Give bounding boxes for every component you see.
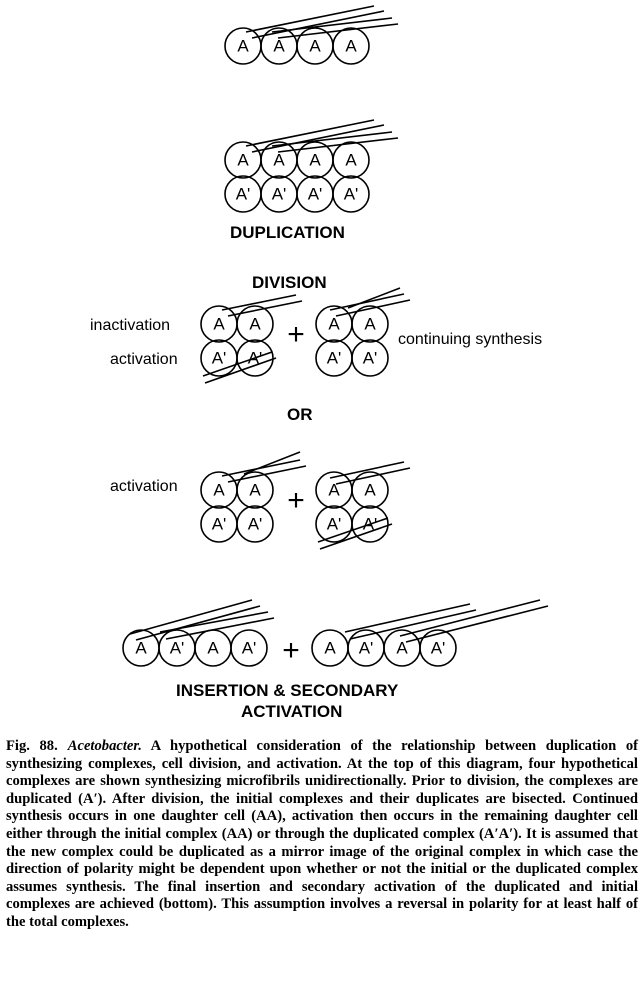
complex-letter: A' [343,184,359,204]
complex-letter: A [345,36,357,56]
complex-letter: A [309,36,321,56]
label-continuing-synthesis: continuing synthesis [398,331,543,348]
complex-letter: A' [235,184,251,204]
complex-letter: A [213,480,225,500]
complex-letter: A' [362,514,378,534]
complex-letter: A [324,638,336,658]
complex-letter: A' [326,514,342,534]
complex-letter: A' [241,638,257,658]
figure-caption [6,738,638,932]
row-duplication-fibrils [246,120,398,152]
plus-sign-division: + [287,318,305,351]
complex-letter: A' [169,638,185,658]
plus-sign-insertion: + [282,634,300,667]
caption-body: A hypothetical consideration of the relationship between duplication of synthesizing complexes, cell division, and activation. At the top of this diagram, four hypothetical complexes are shown synthesizing microfibrils unidirectionally. Prior to division, the complexes are duplicated (A′). After division, the initial complexes and their duplicates are bisected. Continued synthesis occurs in one daughter cell (AA), activation then occurs in the remaining daughter cell either through the initial complex (AA) or through the duplicated complex (A′A′). It is assumed that the new complex could be duplicated as a mirror image of the original complex in which case the direction of polarity might be dependent upon whether or not the initial or the duplicated complex assumes synthesis. The final insertion and secondary activation of the duplicated and initial complexes are achieved (bottom). This assumption involves a reversal in polarity for at least half of the total complexes. [6,738,639,930]
complex-letter: A' [247,514,263,534]
label-or: OR [287,405,313,424]
complex-letter: A' [211,514,227,534]
complex-letter: A [364,480,376,500]
complex-letter: A' [326,348,342,368]
caption-organism: Acetobacter. [67,738,142,754]
complex-letter: A [237,150,249,170]
label-activation-caps: ACTIVATION [241,702,343,721]
row-or-left-fibrils [222,452,306,482]
complex-letter: A [328,480,340,500]
complex-letter: A [345,150,357,170]
complex-letter: A' [247,348,263,368]
complex-letter: A [328,314,340,334]
plus-sign-or: + [287,484,305,517]
label-division: DIVISION [252,273,327,292]
complex-letter: A' [430,638,446,658]
complex-letter: A' [307,184,323,204]
label-inactivation: inactivation [90,317,171,334]
complex-letter: A [249,480,261,500]
complex-letter: A' [358,638,374,658]
complex-letter: A' [362,348,378,368]
complex-letter: A [396,638,408,658]
complex-letter: A' [211,348,227,368]
complex-letter: A [213,314,225,334]
complex-letter: A' [271,184,287,204]
row-top-fibrils [246,6,398,38]
caption-figure-number: Fig. 88. [6,738,58,754]
label-activation-2: activation [110,478,178,495]
label-activation-1: activation [110,351,178,368]
complex-letter: A [309,150,321,170]
complex-letter: A [273,150,285,170]
complex-letter: A [364,314,376,334]
complex-letter: A [249,314,261,334]
row-insertion-right-fibrils [345,600,548,642]
complex-letter: A [207,638,219,658]
complex-letter: A [237,36,249,56]
label-duplication: DUPLICATION [230,223,345,242]
label-insertion-secondary: INSERTION & SECONDARY [176,681,399,700]
complex-letter: A [135,638,147,658]
complex-letter: A [273,36,285,56]
row-division-right-fibrils [330,288,410,316]
